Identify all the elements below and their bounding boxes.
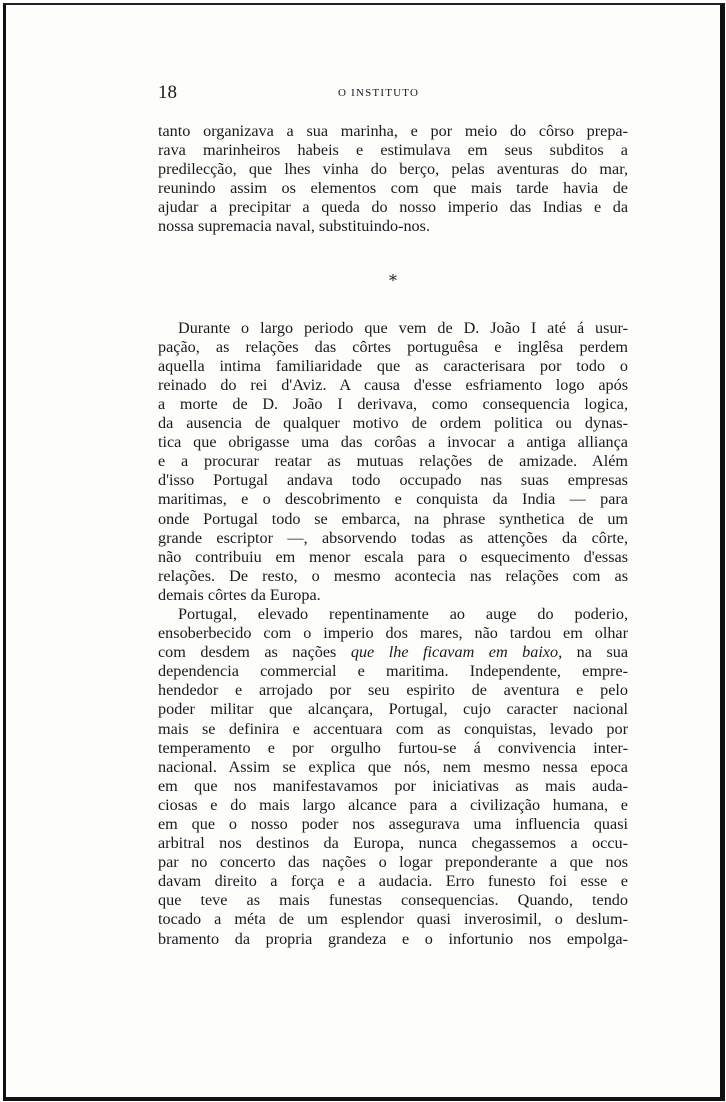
text-run: na sua xyxy=(562,643,629,662)
text-line: ensoberbecido com o imperio dos mares, não tardou em olhar xyxy=(158,624,628,643)
text-line: dependencia commercial e maritima. Independente, empre- xyxy=(158,662,628,681)
text-line: a morte de D. João I derivava, como consequencia logica, xyxy=(158,394,628,413)
text-line: em que o nosso poder nos assegurava uma influencia quasi xyxy=(158,815,628,833)
paragraph-3 xyxy=(158,605,628,949)
paragraph-1 xyxy=(158,122,628,237)
text-line: relações. De resto, o mesmo acontecia nas relações com as xyxy=(158,566,628,585)
text-run: com desdem as nações xyxy=(158,643,351,662)
text-line: demais côrtes da Europa. xyxy=(158,585,321,604)
running-head xyxy=(158,82,628,112)
text-line: rava marinheiros habeis e estimulava em seus subditos a xyxy=(158,141,628,160)
text-line: poder militar que alcançara, Portugal, cujo caracter nacional xyxy=(158,700,628,719)
text-line: d'isso Portugal andava todo occupado nas suas empresas xyxy=(158,471,628,490)
text-line: tocado a méta de um esplendor quasi inverosimil, o deslum- xyxy=(158,910,628,929)
text-line: tica que obrigasse uma das corôas a invocar a antiga alliança xyxy=(158,433,628,452)
text-line: bramento da propria grandeza e o infortunio nos empolga- xyxy=(158,929,628,948)
text-line: mais se definira e accentuara com as conquistas, levado por xyxy=(158,719,628,738)
text-line: temperamento e por orgulho furtou-se á convivencia inter- xyxy=(158,738,628,757)
text-line: hendedor e arrojado por seu espirito de aventura e pelo xyxy=(158,681,628,700)
text-line: grande escriptor —, absorvendo todas as attenções da côrte, xyxy=(158,528,628,547)
text-line: arbitral nos destinos da Europa, nunca chegassemos a occu- xyxy=(158,834,628,853)
section-break-asterisk: * xyxy=(389,270,397,290)
text-line: aquella intima familiaridade que as caracterisara por todo o xyxy=(158,356,628,375)
book-page xyxy=(158,82,628,949)
text-line: pação, as relações das côrtes portuguêsa e inglêsa perdem xyxy=(158,337,628,356)
text-line: davam direito a força e a audacia. Erro funesto foi esse e xyxy=(158,872,628,891)
running-title: O INSTITUTO xyxy=(338,87,420,99)
text-line: que teve as mais funestas consequencias. Quando, tendo xyxy=(158,891,628,910)
text-line-with-italic xyxy=(158,643,628,662)
text-line: Portugal, elevado repentinamente ao auge do poderio, xyxy=(178,604,628,623)
text-line: tanto organizava a sua marinha, e por meio do côrso prepa- xyxy=(158,122,628,140)
page-number: 18 xyxy=(158,82,177,103)
text-line: nacional. Assim se explica que nós, nem mesmo nessa epoca xyxy=(158,757,628,776)
text-line: predilecção, que lhes vinha do berço, pelas aventuras do mar, xyxy=(158,160,628,179)
text-line: ajudar a precipitar a queda do nosso imperio das Indias e da xyxy=(158,198,628,217)
text-line: não contribuiu em menor escala para o esquecimento d'essas xyxy=(158,547,628,566)
text-line: onde Portugal todo se embarca, na phrase synthetica de um xyxy=(158,509,628,528)
text-line: da ausencia de qualquer motivo de ordem politica ou dynas- xyxy=(158,414,628,433)
text-line: reunindo assim os elementos com que mais tarde havia de xyxy=(158,179,628,198)
text-line: e a procurar reatar as mutuas relações de amizade. Além xyxy=(158,452,628,471)
text-line: maritimas, e o descobrimento e conquista da India — para xyxy=(158,490,628,509)
text-line: ciosas e do mais largo alcance para a civilização humana, e xyxy=(158,795,628,814)
text-line: em que nos manifestavamos por iniciativas as mais auda- xyxy=(158,776,628,795)
text-line: par no concerto das nações o logar preponderante a que nos xyxy=(158,853,628,872)
text-line: nossa supremacia naval, substituindo-nos. xyxy=(158,217,430,236)
text-line: Durante o largo periodo que vem de D. João I até á usur- xyxy=(178,318,628,337)
italic-phrase: que lhe ficavam em baixo, xyxy=(350,643,563,662)
text-line: reinado do rei d'Aviz. A causa d'esse esfriamento logo após xyxy=(158,375,628,394)
paragraph-2 xyxy=(158,319,628,605)
